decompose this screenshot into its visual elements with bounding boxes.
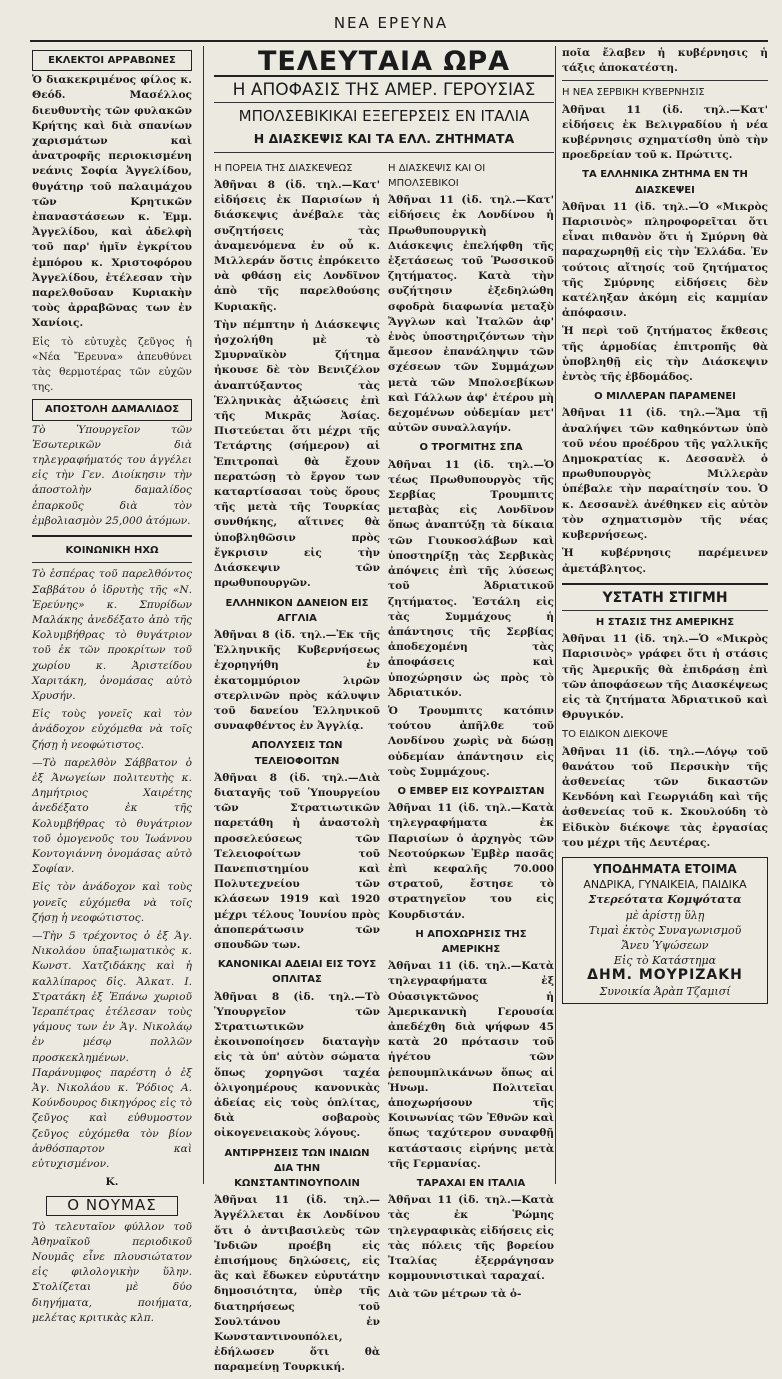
heading-koinoniki: ΚΟΙΝΩΝΙΚΗ ΗΧΩ [65,545,159,557]
divider [214,102,554,103]
heading-diekoye: ΤΟ ΕΙΔΙΚΟΝ ΔΙΕΚΟΨΕ [562,729,669,741]
divider [32,535,192,537]
article-stasis: Ἀθῆναι 11 (ἰδ. τηλ.—Ὁ «Μικρὸς Παρισινὸς» γράφει ὅτι ἡ στάσις τῆς Ἀμερικῆς θὰ ἐπιδράσῃ ἐπὶ τῶν ἀποφάσεων τῆς Διασκέψεως εἰς τὰ ζητήματα Ἀδριατικοῦ καὶ Θρυγικόν. [562,633,768,722]
column-1 [32,46,192,1324]
ad-line-9: Συνοικία Ἀρὰπ Τζαμισί [599,984,731,998]
subcolumn-left [214,157,380,1379]
article-k4: Εἰς τὸν ἀνάδοχον καὶ τοὺς γονεῖς εὐχόμεθα νὰ τοῖς ζήσῃ ἡ νεοφώτιστος. [32,881,192,924]
ad-line-6: Ἄνευ Ὑψώσεων [621,938,709,952]
article-adeiai: Ἀθῆναι 8 (ἰδ. τηλ.—Τὸ Ὑπουργεῖον τῶν Στρατιωτικῶν ἐκοινοποίησεν διαταγὴν εἰς τὰ ὑπ' αὐτὸν σώματα ὅπως χορηγῶσι ταχέα ὀλιγοημέρους κανονικὰς ἀδείας εἰς τοὺς ὁπλίτας, διὰ σοβαροὺς οἰκογενειακοὺς λόγους. [214,990,380,1140]
heading-ellinika: ΤΑ ΕΛΛΗΝΙΚΑ ΖΗΤΗΜΑ ΕΝ ΤΗ ΔΙΑΣΚΕΨΕΙ [582,169,748,196]
heading-antirrisis: ΑΝΤΙΡΡΗΣΕΙΣ ΤΩΝ ΙΝΔΙΩΝ ΔΙΑ ΤΗΝ ΚΩΝΣΤΑΝΤΙΝΟΥΠΟΛΙΝ [224,1147,370,1190]
advertisement [562,857,768,1004]
heading-serviki: Η ΝΕΑ ΣΕΡΒΙΚΗ ΚΥΒΕΡΝΗΣΙΣ [562,87,705,99]
article-trogmitis-2: Ὁ Τρουμπιτς κατόπιν τούτου ἀπῆλθε τοῦ Λονδίνου χωρὶς νὰ δώσῃ οὐδεμίαν ἀπάντησιν εἰς τοὺς Συμμάχους. [388,704,554,778]
article-tarachai: Ἀθῆναι 11 (ἰδ. τηλ.—Κατὰ τὰς ἐκ Ῥώμης τηλεγραφικὰς εἰδήσεις εἰς τὰς πόλεις τῆς βορείου Ἰταλίας ἐξερράγησαν κομμουνιστικαὶ ταραχαί. [388,1194,554,1283]
article-k1: Τὸ ἑσπέρας τοῦ παρελθόντος Σαββάτου ὁ ἰδρυτὴς τῆς «Ν. Ἐρεύνης» κ. Σπυρίδων Μαλάκης ἀνεδέξατο ἀπὸ τῆς Κολυμβήθρας τὸ θυγάτριον τοῦ ἐκ τῶν προκρίτων τοῦ χωρίου κ. Ἀριστείδου Χαριτάκη, ὀνομάσας αὐτὸ Χρυσήν. [32,568,192,702]
article-millerand: Ἀθῆναι 11 (ἰδ. τηλ.—Ἅμα τῇ ἀναλήψει τῶν καθηκόντων ὑπὸ τοῦ νέου προέδρου τῆς γαλλικῆς Δημοκρατίας κ. Δεσσανὲλ ὁ πρωθυπουργὸς Μιλλερὰν ὑπέβαλε τὴν παραίτησίν του. Ὁ κ. Δεσσανὲλ ἀνέθηκεν εἰς αὐτὸν τὸν σχηματισμὸν τῆς νέας κυβερνήσεως. [562,407,768,542]
heading-nouma: Ο ΝΟΥΜΑΣ [46,1196,178,1215]
article-amerikis: Ἀθῆναι 11 (ἰδ. τηλ.—Κατὰ τηλεγραφήματα ἐξ Οὐασιγκτῶνος ἡ Ἀμερικανικὴ Γερουσία ἀπεδέχθη διὰ ψήφων 45 κατὰ 20 πρότασιν τοῦ ἡγέτου τῶν ῥεπουμπλικάνων ὅπως αἱ Ἡνωμ. Πολιτεῖαι ἀποχωρήσουν τῆς Κοινωνίας τῶν Ἐθνῶν καὶ ὅπως ταχύτερον συναφθῇ κατάστασις εἰρήνης μετὰ τῆς Γερμανίας. [388,960,554,1170]
article-apostoli: Τὸ Ὑπουργεῖον τῶν Ἐσωτερικῶν διὰ τηλεγραφήματός του ἀγγέλει εἰς τὴν Γεν. Διοίκησιν τὴν ἀποστολὴν δαμαλίδος ἐπαρκοῦς διὰ τὸν ἐμβολιασμὸν 25,000 ἀτόμων. [32,423,192,527]
heading-kourdistan: Ο ΕΜΒΕΡ ΕΙΣ ΚΟΥΡΔΙΣΤΑΝ [397,785,545,797]
heading-millerand: Ο ΜΙΛΛΕΡΑΝ ΠΑΡΑΜΕΝΕΙ [594,391,736,403]
subheadline-3: Η ΔΙΑΣΚΕΨΙΣ ΚΑΙ ΤΑ ΕΛΛ. ΖΗΤΗΜΑΤΑ [253,130,515,146]
heading-stasis: Η ΣΤΑΣΙΣ ΤΗΣ ΑΜΕΡΙΚΗΣ [595,616,735,628]
divider [32,562,192,563]
ad-line-4: μὲ ἀρίστῃ ὕλῃ [625,908,705,922]
heading-apostoli: ΑΠΟΣΤΟΛΗ ΔΑΜΑΛΙΔΟΣ [32,399,192,420]
article-continued: ποῖα ἔλαβεν ἡ κυβέρνησις ἡ τάξις ἀποκατέστη. [562,47,768,75]
article-daneion: Ἀθῆναι 8 (ἰδ. τηλ.—Ἐκ τῆς Ἑλληνικῆς Κυβερνήσεως ἐχορηγήθη ἐν ἑκατομμύριον λιρῶν στερλινῶν πρὸς κάλυψιν τοῦ δανείου Ἑλληνικοῦ συναφθέντος ἐν Ἀγγλίᾳ. [214,628,380,733]
top-rule [30,40,768,42]
heading-tarachai: ΤΑΡΑΧΑΙ ΕΝ ΙΤΑΛΙΑ [416,1178,526,1190]
subheadline-2: ΜΠΟΛΣΕΒΙΚΙΚΑΙ ΕΞΕΓΕΡΣΕΙΣ ΕΝ ΙΤΑΛΙΑ [238,107,530,126]
article-eychi: Εἰς τὸ εὐτυχὲς ζεῦγος ἡ «Νέα Ἔρευνα» ἀπευθύνει τὰς θερμοτέρας τῶν εὐχῶν της. [32,335,192,394]
article-ellinika: Ἀθῆναι 11 (ἰδ. τηλ.—Ὁ «Μικρὸς Παρισινὸς» πληροφορεῖται ὅτι εἶναι πιθανὸν ὅτι ἡ Σμύρνη θὰ παραχωρηθῇ εἰς τὴν Ἑλλάδα. Ἐν τούτοις αἴτησίς τοῦ ζητήματος τῆς Σμύρνης εἰδήσεις δὲν κατέληξαν ἀκόμη εἰς καμμίαν ἀπόφασιν. [562,200,768,320]
article-mpolsevikoi: Ἀθῆναι 11 (ἰδ. τηλ.—Κατ' εἰδήσεις ἐκ Λονδίνου ἡ Πρωθυπουργικὴ Διάσκεψις ἐπελήφθη τῆς ἐξετάσεως τοῦ Ῥωσσικοῦ ζητήματος. Κατὰ τὴν συζήτησιν ἐξεδηλώθη σφοδρὰ διαφωνία μεταξὺ Ἄγγλων καὶ Ἰταλῶν ἀφ' ἑνὸς ὑποστηριζόντων τὴν ἄμεσον ἐπανάληψιν τῶν σχέσεων τῶν Συμμάχων μετὰ τῶν Μπολσεβίκων καὶ Γάλλων ἀφ' ἑτέρου μὴ δεχομένων οὐδεμίαν μετ' αὐτῶν συναλλαγήν. [388,194,554,435]
article-k5: —Τὴν 5 τρέχοντος ὁ ἐξ Ἁγ. Νικολάου ὑπαξιωματικὸς κ. Κωνστ. Χατζιδάκης καὶ ἡ καλλίπαρος δἰς. Ἀλκατ. Ι. Στρατάκη ἐξ Ἐπάνω χωριοῦ Ἱεραπέτρας ἐτέλεσαν τοὺς γάμους των ἐν Ἁγ. Νικολάῳ ἐν μέσῳ πολλῶν προσκεκλημένων. Παράνυμφος παρέστη ὁ ἐξ Ἁγ. Νικολάου κ. Ῥόδιος Α. Κούνδουρος δικηγόρος εἰς τὸ ζεῦγος καὶ εὐθυμοστον ζεῦγος εὐχόμεθα τὸν βίον ἀνθόσπαρτον καὶ εὐτυχισμένον. [32,929,192,1171]
article-serviki: Ἀθῆναι 11 (ἰδ. τηλ.—Κατ' εἰδήσεις ἐκ Βελιγραδίου ἡ νέα κυβέρνησις σχηματίσθη ὑπὸ τὴν προεδρείαν τοῦ κ. Πρώτιτς. [562,103,768,162]
article-trogmitis: Ἀθῆναι 11 (ἰδ. τηλ.—Ὁ τέως Πρωθυπουργὸς τῆς Σερβίας Τρουμπιτς μεταβὰς εἰς Λονδῖνον ὅπως ἀναπτύξῃ τὰ δίκαια τῶν Γιουκοσλάβων καὶ ὑποστηρίξῃ τὰς Σερβικὰς ἀπόψεις ἐπὶ τῆς λύσεως τοῦ Ἀδριατικοῦ ζητήματος. Ἐστάλη εἰς τὰς Συμμάχους ἡ ἀπάντησις τῆς Σερβίας ἀποδεχομένη τὰς ἀποφάσεις καὶ ὑποχώρησιν ὡς πρὸς τὸ Ἀδριατικόν. [388,458,554,699]
heading-arravones: ΕΚΛΕΚΤΟΙ ΑΡΡΑΒΩΝΕΣ [32,50,192,71]
column-3 [562,46,768,1184]
divider [562,583,768,585]
heading-trogmitis: Ο ΤΡΟΓΜΙΤΗΣ ΣΠΑ [419,442,523,454]
signature: Κ. [105,1176,119,1189]
column-2 [214,46,554,1374]
article-millerand-2: Ἡ κυβέρνησις παρέμεινεν ἀμετάβλητος. [562,547,768,575]
article-k2: Εἰς τοὺς γονεῖς καὶ τὸν ἀνάδοχον εὐχόμεθα νὰ τοῖς ζήσῃ ἡ νεοφώτιστος. [32,708,192,751]
article-antirrisis: Ἀθῆναι 11 (ἰδ. τηλ.—Ἀγγέλλεται ἐκ Λονδίνου ὅτι ὁ ἀντιβασιλεὺς τῶν Ἰνδιῶν προέβη εἰς ἐπισήμους δηλώσεις, εἰς ἃς καὶ ἔδωκεν εὐρυτάτην δημοσιότητα, ὑπὲρ τῆς διατηρήσεως τοῦ Σουλτάνου ἐν Κωνσταντινουπόλει, ἐδήλωσεν ὅτι θὰ παραμείνῃ Τουρκική. [214,1194,380,1374]
column-divider [555,46,556,1184]
article-kourdistan: Ἀθῆναι 11 (ἰδ. τηλ.—Κατὰ τηλεγραφήματα ἐκ Παρισίων ὁ ἀρχηγὸς τῶν Νεοτούρκων Ἐμβὲρ πασᾶς ἐπὶ κεφαλῆς 70.000 στρατοῦ, ἔστησε τὸ στρατηγεῖον του εἰς Κουρδιστάν. [388,802,554,921]
ad-line-7: Εἰς τὸ Κατάστημα [613,954,717,968]
ad-line-8: ΔΗΜ. ΜΟΥΡΙΖΑΚΗ [587,967,743,984]
heading-mpolsevikoi: Η ΔΙΑΣΚΕΨΙΣ ΚΑΙ ΟΙ ΜΠΟΛΣΕΒΙΚΟΙ [388,162,486,190]
article-ellinika-2: Ἡ περὶ τοῦ ζητήματος ἔκθεσις τῆς ἁρμοδίας ἐπιτροπῆς θὰ ὑποβληθῇ εἰς τὴν Διάσκεψιν ἐντὸς τῆς ἑβδομάδος. [562,325,768,384]
heading-apolyseis: ΑΠΟΛΥΣΕΙΣ ΤΩΝ ΤΕΛΕΙΟΦΟΙΤΩΝ [251,740,343,767]
masthead: ΝΕΑ ΕΡΕΥΝΑ [333,14,449,32]
heading-ystati-stigmi: ΥΣΤΑΤΗ ΣΤΙΓΜΗ [602,589,728,606]
article-nouma: Τὸ τελευταῖον φύλλον τοῦ Ἀθηναϊκοῦ περιοδικοῦ Νουμᾶς εἶνε πλουσιώτατον εἰς φιλολογικὴν ὕλην. Στολίζεται μὲ δύο διηγήματα, ποιήματα, μελέτας κριτικὰς κλπ. [32,1220,192,1324]
column-divider [203,46,204,1184]
heading-daneion: ΕΛΛΗΝΙΚΟΝ ΔΑΝΕΙΟΝ ΕΙΣ ΑΓΓΛΙΑ [225,597,369,624]
article-poreia-2: Τὴν πέμπτην ἡ Διάσκεψις ἠσχολήθη μὲ τὸ Σμυρναϊκὸν ζήτημα ἠκουσε δὲ τὸν Βενιζέλον ἀναπτύξαντος τὰς Ἑλληνικὰς ἀξιώσεις ἐπὶ τῆς Μικρᾶς Ἀσίας. Πιστεύεται ὅτι μέχρι τῆς Τετάρτης (σήμερον) αἱ Ἐπιτροπαὶ θὰ ἔχουν περατώσῃ τὸ ἔργον των καταρτίσασαι τοὺς ὅρους τῆς μετὰ τῆς Τουρκίας συνθήκης, αἵτινες θὰ ὑποβληθῶσιν πρὸς ἔγκρισιν εἰς τὴν Διάσκεψιν τῶν πρωθυπουργῶν. [214,318,380,590]
subheadline-1: Η ΑΠΟΦΑΣΙΣ ΤΗΣ ΑΜΕΡ. ΓΕΡΟΥΣΙΑΣ [232,80,536,101]
article-tarachai-2: Διὰ τῶν μέτρων τὰ ὁ- [388,1288,522,1301]
divider [562,80,768,81]
heading-amerikis: Η ΑΠΟΧΩΡΗΣΙΣ ΤΗΣ ΑΜΕΡΙΚΗΣ [415,928,527,955]
ad-line-2: ΑΝΔΡΙΚΑ, ΓΥΝΑΙΚΕΙΑ, ΠΑΙΔΙΚΑ [583,878,747,892]
heading-adeiai: ΚΑΝΟΝΙΚΑΙ ΑΔΕΙΑΙ ΕΙΣ ΤΟΥΣ ΟΠΛΙΤΑΣ [217,959,377,986]
article-arravones: Ὁ διακεκριμένος φίλος κ. Θεόδ. Μασέλλος διευθυντὴς τῶν φυλακῶν Κρήτης καὶ διὰ σπανίων χαρισμάτων καὶ ἀνατροφῆς περιοκισμένη νεάνις Σοφία Ἀγγελίδου, θυγάτηρ τοῦ παλαιμάχου τῶν Κρητικῶν ἐπαναστάσεων κ. Ἐμμ. Ἀγγελίδου, καὶ ἀδελφὴ τοῦ παρ' ἡμῖν ἐγκρίτου ἐμπόρου κ. Χριστοφόρου Ἀγγελίδου, ἐτέλεσαν τὴν παρελθοῦσαν Κυριακὴν τοὺς ἀρραβῶνας των ἐν Χανίοις. [32,74,192,330]
subcolumn-right [388,157,554,1379]
article-apolyseis: Ἀθῆναι 8 (ἰδ. τηλ.—Διὰ διαταγῆς τοῦ Ὑπουργείου τῶν Στρατιωτικῶν παρετάθη ἡ ἀναστολὴ προσελεύσεως τῶν Τελειοφοίτων τοῦ Πανεπιστημίου καὶ Πολυτεχνείου τῶν κλάσεων 1919 καὶ 1920 μέχρι τέλους Ἰουνίου πρὸς ἀποπεράτωσιν τῶν σπουδῶν των. [214,771,380,951]
divider [562,610,768,611]
headline: ΤΕΛΕΥΤΑΙΑ ΩΡΑ [257,46,511,77]
article-poreia-1: Ἀθῆναι 8 (ἰδ. τηλ.—Κατ' εἰδήσεις ἐκ Παρισίων ἡ διάσκεψις ἀνέβαλε τὰς συζητήσεις τὰς ἀναμενόμενα ἐν οὗ κ. Μιλλεράν ὅστις ἐπρόκειτο νὰ φθάσῃ εἰς Λονδῖνον ἀπὸ τῆς παρελθούσης Κυριακῆς. [214,179,380,313]
ad-line-1: ΥΠΟΔΗΜΑΤΑ ΕΤΟΙΜΑ [593,861,737,876]
ad-line-3: Στερεότατα Κομψότατα [588,893,742,907]
ad-line-5: Τιμαὶ ἐκτὸς Συναγωνισμοῦ [588,923,742,937]
divider [214,152,554,153]
article-k3: —Τὸ παρελθὸν Σάββατον ὁ ἐξ Ἀνωγείων πολιτευτὴς κ. Δημήτριος Χαιρέτης ἀνεδέξατο ἐκ τῆς Κολυμβήθρας τὸ θυγάτριον τοῦ ὁμογενοῦς του Ἰωάννου Κοντογιάννη ὀνομάσας αὐτὸ Σοφίαν. [32,756,192,876]
subcolumns [214,157,554,1379]
article-diekoye: Ἀθῆναι 11 (ἰδ. τηλ.—Λόγῳ τοῦ θανάτου τοῦ Περσικὴν τῆς ἀσθενείας τῶν δικαστῶν Κενδόνη καὶ Γεωργιάδη καὶ τῆς ἀσθενείας τοῦ κ. Σκουλούδη τὸ Εἰδικὸν διέκοψε τὰς ἐργασίας του μέχρι τῆς Δευτέρας. [562,745,768,849]
heading-poreia: Η ΠΟΡΕΙΑ ΤΗΣ ΔΙΑΣΚΕΨΕΩΣ [214,162,353,174]
